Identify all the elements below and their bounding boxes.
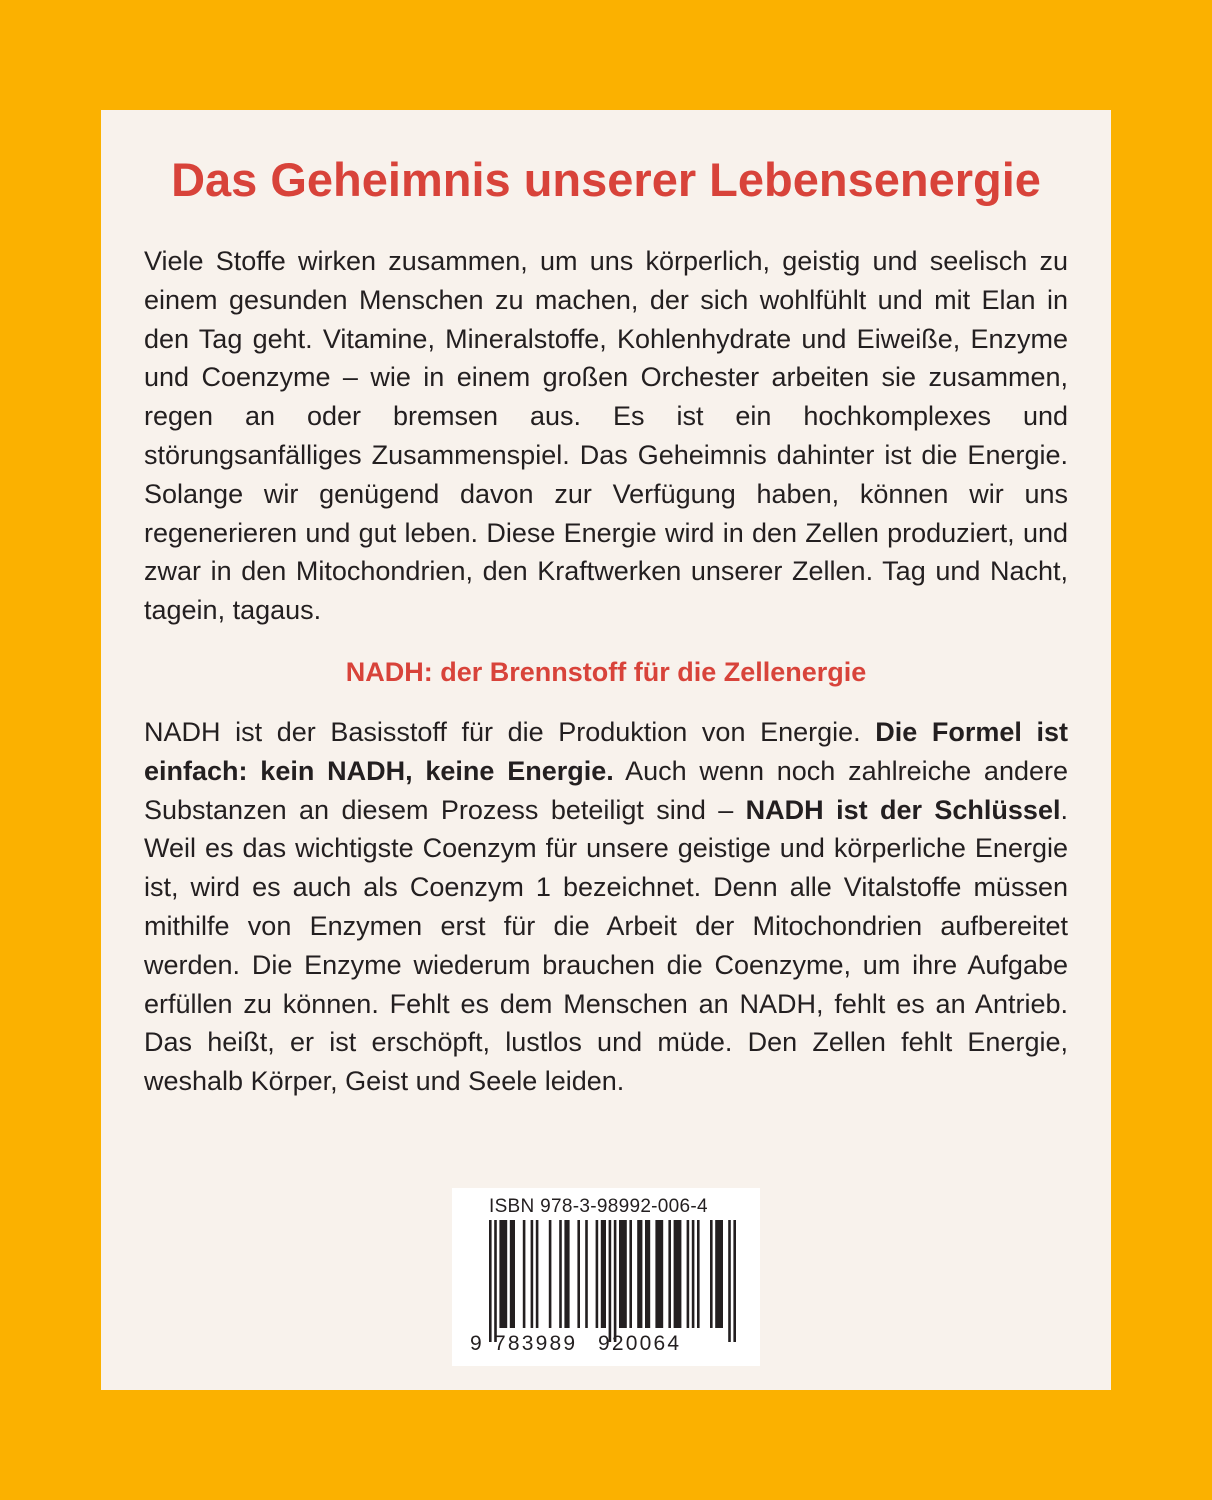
barcode-bar [668,1220,671,1328]
barcode-guard-bar [609,1220,612,1342]
barcode-bar [619,1220,627,1328]
barcode-guard-bar [733,1220,736,1342]
barcode-bar [710,1220,713,1328]
barcode-bar [715,1220,723,1328]
barcode-bar [692,1220,695,1328]
barcode-bar [629,1220,632,1328]
barcode-bar [577,1220,580,1328]
nadh-text-1: NADH ist der Basisstoff für die Produktion von Energie. [144,717,876,747]
barcode-digits-right: 920064 [598,1332,682,1355]
barcode-bar [674,1220,682,1328]
barcode-bar [601,1220,606,1328]
barcode-bar [687,1220,690,1328]
barcode-bar [585,1220,588,1328]
barcode-bar [637,1220,642,1328]
barcode-guard-bar [489,1220,492,1342]
barcode-bar [510,1220,515,1328]
nadh-text-2: Auch wenn noch zahlreiche andere Substanzen an diesem Prozess beteiligt sind – [144,755,1069,825]
page-title: Das Geheimnis unserer Lebensenergie [171,153,1041,206]
barcode-bar [697,1220,700,1328]
barcode-bar [536,1220,539,1328]
barcode-bar [596,1220,599,1328]
barcode-bar [559,1220,562,1328]
barcode-guard-bar [728,1220,731,1342]
nadh-paragraph [144,713,1068,1101]
barcode-bar [645,1220,650,1328]
isbn-barcode [452,1188,760,1366]
barcode-digits-left: 783989 [494,1332,578,1355]
barcode-bar [499,1220,507,1328]
barcode-bar [564,1220,569,1328]
barcode-guard-bar [614,1220,617,1342]
barcode-digit-first: 9 [470,1332,484,1355]
barcode-bar [655,1220,663,1328]
nadh-bold-key: NADH ist der Schlüssel [745,794,1061,825]
barcode-bar [531,1220,534,1328]
barcode-guard-bar [494,1220,497,1342]
section-heading: NADH: der Brennstoff für die Zellenergie [345,657,867,687]
barcode-bar [549,1220,552,1328]
nadh-text-3: . Weil es das wichtigste Coenzym für unsere geistige und körperliche Energie ist, wird es auch als Coenzym 1 bezeichnet. Denn alle Vitalstoffe müssen mithilfe von Enzymen erst für die Arbeit der Mitochondrien aufbereitet werden. Die Enzyme wiederum brauchen die Coenzyme, um ihre Aufgabe erfüllen zu können. Fehlt es dem Menschen an NADH, fehlt es an Antrieb. Das heißt, er ist erschöpft, lustlos und müde. Den Zellen fehlt Energie, weshalb Körper, Geist und Seele leiden. [144,794,1068,1097]
isbn-label: ISBN 978-3-98992-006-4 [489,1196,708,1217]
intro-paragraph: Viele Stoffe wirken zusammen, um uns körperlich, geistig und seelisch zu einem gesunden Menschen zu machen, der sich wohlfühlt und mit Elan in den Tag geht. Vitamine, Mineralstoffe, Kohlenhydrate und Eiweiße, Enzyme und Coenzyme – wie in einem großen Orchester arbeiten sie zusammen, regen an oder bremsen aus. Es ist ein hochkomplexes und störungsanfälliges Zusammenspiel. Das Geheimnis dahinter ist die Energie. Solange wir genügend davon zur Verfügung haben, können wir uns regenerieren und gut leben. Diese Energie wird in den Zellen produziert, und zwar in den Mitochondrien, den Kraftwerken unserer Zellen. Tag und Nacht, tagein, tagaus. [144,246,1068,626]
nadh-bold-formula: Die Formel ist einfach: kein NADH, keine Energie. [144,717,1068,786]
barcode-bar [523,1220,526,1328]
